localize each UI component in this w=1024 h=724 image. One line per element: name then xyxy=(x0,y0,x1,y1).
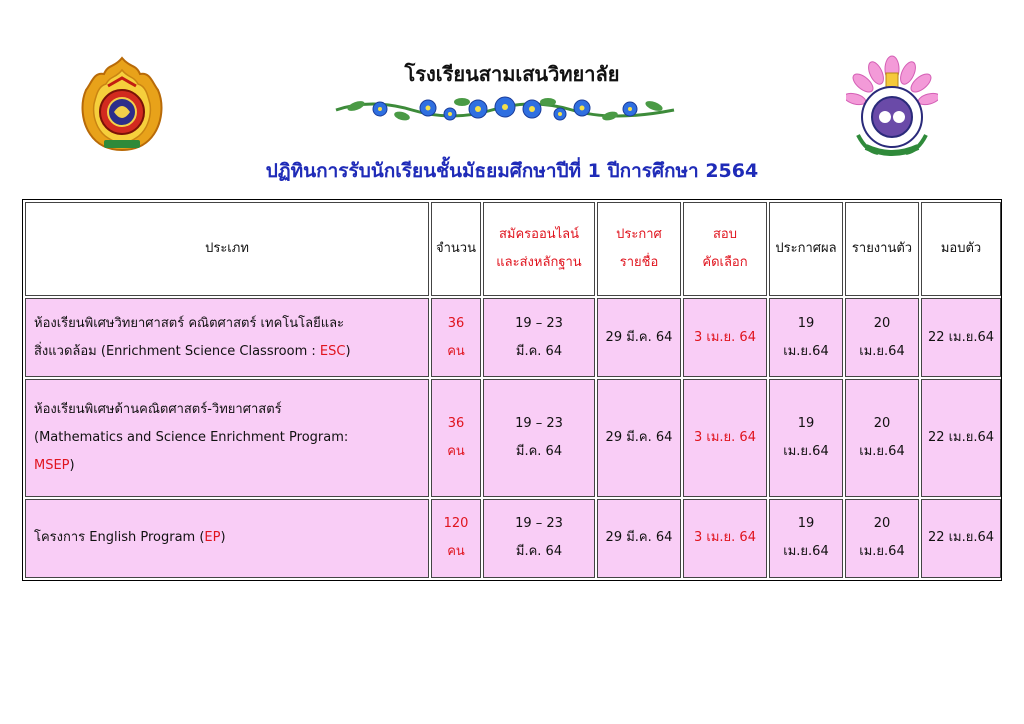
apply-period-month: มี.ค. 64 xyxy=(515,343,563,359)
seat-count-unit: คน xyxy=(447,443,465,459)
header-exam-line2: คัดเลือก xyxy=(702,255,748,270)
header-type: ประเภท xyxy=(25,202,429,296)
header-announce-line2: รายชื่อ xyxy=(619,255,659,270)
apply-period-cell xyxy=(483,499,595,578)
header-apply-line1: สมัครออนไลน์ xyxy=(498,227,580,242)
header-report: รายงานตัว xyxy=(845,202,919,296)
announce-date-cell: 29 มี.ค. 64 xyxy=(597,499,681,578)
report-date-cell: 20 เม.ย.64 xyxy=(845,499,919,578)
header-count: จำนวน xyxy=(431,202,481,296)
header-apply-online xyxy=(483,202,595,296)
results-date-cell: 19 เม.ย.64 xyxy=(769,499,843,578)
program-type-suffix: ) xyxy=(220,530,226,546)
program-type-line2: (Mathematics and Science Enrichment Program: xyxy=(34,429,349,445)
results-date-cell: 19 เม.ย.64 xyxy=(769,298,843,377)
program-type-cell xyxy=(25,379,429,497)
school-name: โรงเรียนสามเสนวิทยาลัย xyxy=(404,62,620,86)
seat-count-unit: คน xyxy=(447,544,465,560)
seat-count-cell xyxy=(431,499,481,578)
table-row xyxy=(25,379,1001,497)
announce-date-cell: 29 มี.ค. 64 xyxy=(597,298,681,377)
results-date-cell: 19 เม.ย.64 xyxy=(769,379,843,497)
program-type-suffix: ) xyxy=(345,343,351,359)
handover-date-cell: 22 เม.ย.64 xyxy=(921,499,1001,578)
seat-count-number: 120 xyxy=(443,516,469,532)
program-type-line1: ห้องเรียนพิเศษวิทยาศาสตร์ คณิตศาสตร์ เทคโนโลยีและ xyxy=(34,315,345,331)
table-row xyxy=(25,499,1001,578)
report-date-cell: 20 เม.ย.64 xyxy=(845,379,919,497)
admission-schedule-table xyxy=(22,199,1002,581)
apply-period-days: 19 – 23 xyxy=(515,415,563,431)
apply-period-month: มี.ค. 64 xyxy=(515,544,563,560)
seat-count-cell xyxy=(431,379,481,497)
program-abbr: EP xyxy=(204,530,221,546)
program-abbr: ESC xyxy=(319,343,346,359)
program-type-line2: สิ่งแวดล้อม (Enrichment Science Classroom : xyxy=(34,343,320,359)
program-type-line1: ห้องเรียนพิเศษด้านคณิตศาสตร์-วิทยาศาสตร์ xyxy=(34,401,282,417)
flower-garland-ornament xyxy=(332,94,678,124)
header-selection-exam xyxy=(683,202,767,296)
exam-date-cell: 3 เม.ย. 64 xyxy=(683,499,767,578)
seat-count-cell xyxy=(431,298,481,377)
seat-count-number: 36 xyxy=(447,315,465,331)
apply-period-days: 19 – 23 xyxy=(515,315,563,331)
table-row xyxy=(25,298,1001,377)
document-title: ปฏิทินการรับนักเรียนชั้นมัธยมศึกษาปีที่ 1 ปีการศึกษา 2564 xyxy=(265,160,759,182)
announce-date-cell: 29 มี.ค. 64 xyxy=(597,379,681,497)
program-type-suffix: ) xyxy=(69,457,75,473)
exam-date-cell: 3 เม.ย. 64 xyxy=(683,298,767,377)
header-handover: มอบตัว xyxy=(921,202,1001,296)
apply-period-cell xyxy=(483,298,595,377)
apply-period-month: มี.ค. 64 xyxy=(515,443,563,459)
report-date-cell: 20 เม.ย.64 xyxy=(845,298,919,377)
program-type-cell xyxy=(25,298,429,377)
header-exam-line1: สอบ xyxy=(713,227,737,242)
header-announce-line1: ประกาศ xyxy=(616,227,662,242)
table-header-row xyxy=(25,202,1001,296)
apply-period-days: 19 – 23 xyxy=(515,516,563,532)
header-apply-line2: และส่งหลักฐาน xyxy=(496,255,582,270)
exam-date-cell: 3 เม.ย. 64 xyxy=(683,379,767,497)
program-abbr: MSEP xyxy=(34,457,70,473)
apply-period-cell xyxy=(483,379,595,497)
header-announce-list xyxy=(597,202,681,296)
program-type-cell xyxy=(25,499,429,578)
handover-date-cell: 22 เม.ย.64 xyxy=(921,298,1001,377)
program-type-line1: โครงการ English Program ( xyxy=(34,530,205,546)
seat-count-number: 36 xyxy=(447,415,465,431)
handover-date-cell: 22 เม.ย.64 xyxy=(921,379,1001,497)
header-results: ประกาศผล xyxy=(769,202,843,296)
seat-count-unit: คน xyxy=(447,343,465,359)
